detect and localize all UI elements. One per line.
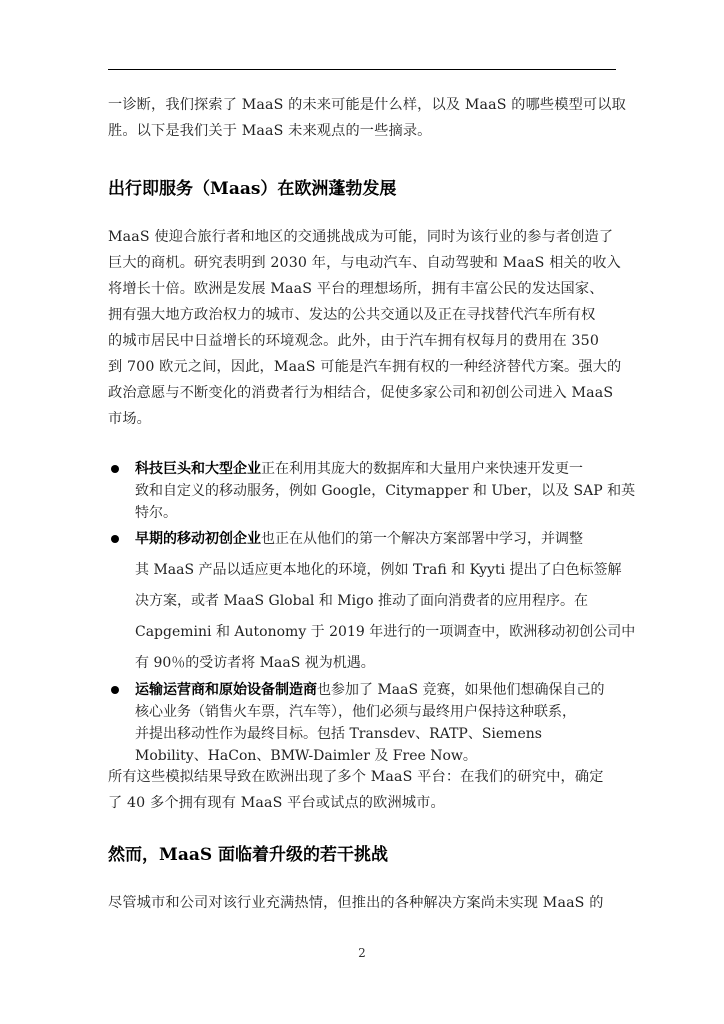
text-line: Capgemini 和 Autonomy 于 2019 年进行的一项调查中，欧洲移动初创公司中 [135,624,636,640]
bullet-dot [111,535,119,543]
section-heading-maas-europe: 出行即服务（Maas）在欧洲蓬勃发展 [108,179,397,199]
text-line: 拥有强大地方政治权力的城市、发达的公共交通以及正在寻找替代汽车所有权 [108,307,596,323]
text-line: 胜。以下是我们关于 MaaS 未来观点的一些摘录。 [108,123,432,139]
bullet-lead-rest: 也正在从他们的第一个解决方案部署中学习，并调整 [261,531,583,547]
bullet-bold-lead: 早期的移动初创企业 [135,531,261,547]
bullet-bold-lead: 运输运营商和原始设备制造商 [135,682,317,698]
section1-closing-paragraph [108,764,616,816]
bullet-dot [111,465,119,473]
text-line: 了 40 多个拥有现有 MaaS 平台或试点的欧洲城市。 [108,795,445,811]
text-line [135,524,617,555]
text-line: 一诊断，我们探索了 MaaS 的未来可能是什么样，以及 MaaS 的哪些模型可以取 [108,97,626,113]
text-line: 尽管城市和公司对该行业充满热情，但推出的各种解决方案尚未实现 MaaS 的 [108,895,604,911]
text-line: 市场。 [108,411,152,427]
page-number: 2 [358,946,366,960]
bullet-text [135,679,617,767]
text-line: 巨大的商机。研究表明到 2030 年，与电动汽车、自动驾驶和 MaaS 相关的收入 [108,255,621,271]
text-line: 其 MaaS 产品以适应更本地化的环境，例如 Trafi 和 Kyyti 提出了白色标签解 [135,562,622,578]
header-rule [108,69,616,70]
text-line: 的城市居民中日益增长的环境观念。此外，由于汽车拥有权每月的费用在 350 [108,333,599,349]
text-line: 有 90％的受访者将 MaaS 视为机遇。 [135,655,375,671]
bullet-text [135,524,636,679]
text-line: 特尔。 [135,505,177,521]
bullet-lead-rest: 也参加了 MaaS 竞赛，如果他们想确保自己的 [317,682,605,698]
bullet-bold-lead: 科技巨头和大型企业 [135,461,261,477]
intro-paragraph [108,92,626,144]
text-line [135,679,617,701]
section2-paragraph [108,890,616,916]
text-line: 将增长十倍。欧洲是发展 MaaS 平台的理想场所，拥有丰富公民的发达国家、 [108,281,604,297]
section-heading-maas-challenges: 然而，MaaS 面临着升级的若干挑战 [108,845,389,865]
text-line: 核心业务（销售火车票，汽车等），他们必须与最终用户保持这种联系， [135,704,576,720]
text-line: 决方案，或者 MaaS Global 和 Migo 推动了面向消费者的应用程序。在 [135,593,588,609]
text-line [135,458,617,480]
section1-paragraph [108,224,622,432]
text-line: 并提出移动性作为最终目标。包括 Transdev、RATP、Siemens [135,726,542,742]
text-line: 到 700 欧元之间，因此，MaaS 可能是汽车拥有权的一种经济替代方案。强大的 [108,359,622,375]
text-line: MaaS 使迎合旅行者和地区的交通挑战成为可能，同时为该行业的参与者创造了 [108,229,614,245]
bullet-text [135,458,636,524]
text-line: 所有这些模拟结果导致在欧洲出现了多个 MaaS 平台：在我们的研究中，确定 [108,769,604,785]
text-line: 政治意愿与不断变化的消费者行为相结合，促使多家公司和初创公司进入 MaaS [108,385,614,401]
text-line: Mobility、HaCon、BMW-Daimler 及 Free Now。 [135,748,477,764]
bullet-lead-rest: 正在利用其庞大的数据库和大量用户来快速开发更一 [261,461,583,477]
bullet-dot [111,686,119,694]
text-line: 致和自定义的移动服务，例如 Google，Citymapper 和 Uber，以及 SAP 和英 [135,483,636,499]
